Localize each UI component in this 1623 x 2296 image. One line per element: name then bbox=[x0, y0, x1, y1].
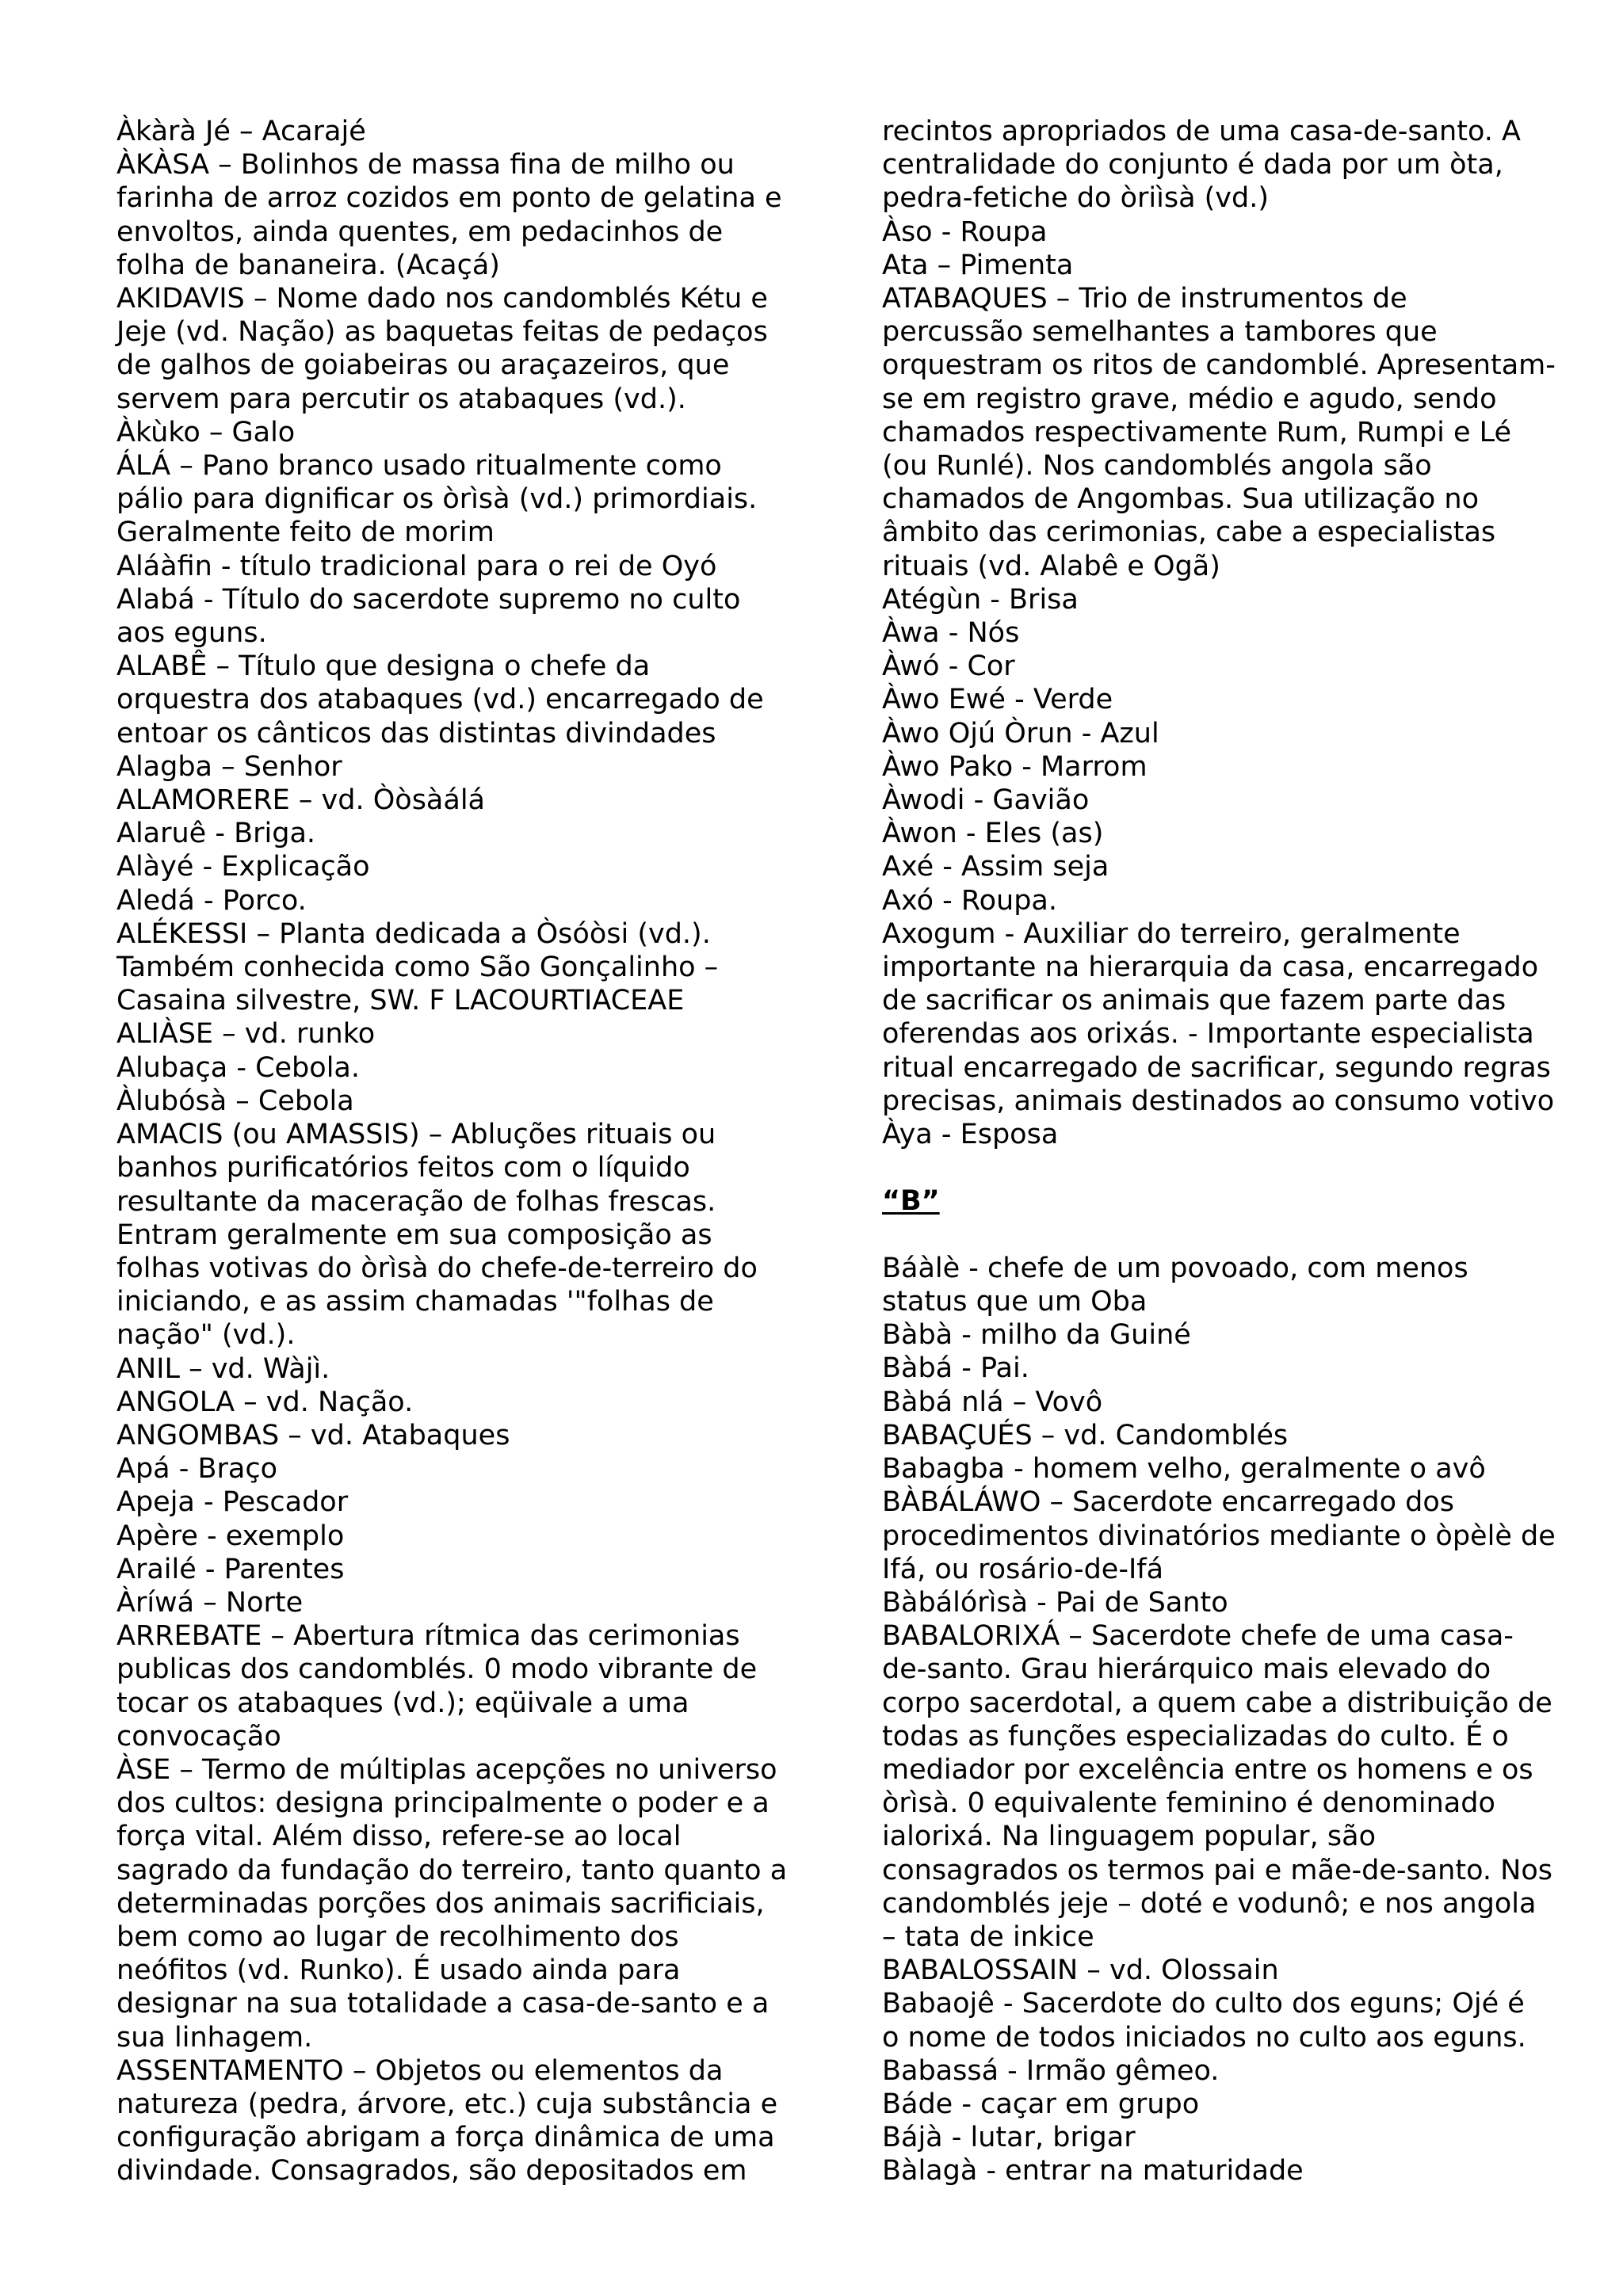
glossary-entry: Alabá - Título do sacerdote supremo no culto aos eguns. bbox=[116, 583, 741, 650]
glossary-entry: ASSENTAMENTO – Objetos ou elementos da natureza (pedra, árvore, etc.) cuja substância e configuração abrigam a força dinâmica de uma divindade. Consagrados, são depositados em bbox=[116, 2054, 778, 2187]
section-gap bbox=[882, 1151, 1564, 1184]
glossary-entry: ALABÊ – Título que designa o chefe da orquestra dos atabaques (vd.) encarregado de entoar os cânticos das distintas divindades bbox=[116, 650, 764, 749]
glossary-entry: ÁLÁ – Pano branco usado ritualmente como pálio para dignificar os òrìsà (vd.) primordiais. Geralmente feito de morim bbox=[116, 450, 758, 549]
glossary-entry: Bàlagà - entrar na maturidade bbox=[882, 2155, 1304, 2187]
glossary-entry: Arailé - Parentes bbox=[116, 1553, 345, 1585]
glossary-entry: Apeja - Pescador bbox=[116, 1486, 349, 1519]
glossary-entry: Axogum - Auxiliar do terreiro, geralmente importante na hierarquia da casa, encarregado de sacrificar os animais que fazem parte das oferendas aos orixás. - Importante especialista ritual encarregado de sacrificar, segundo regras precisas, animais destinados ao consumo votivo bbox=[882, 917, 1555, 1117]
glossary-entry: Alàyé - Explicação bbox=[116, 851, 370, 883]
glossary-entry: Àwo Ojú Òrun - Azul bbox=[882, 717, 1159, 749]
glossary-entry: ANGOLA – vd. Nação. bbox=[116, 1386, 414, 1418]
glossary-entry: Babagba - homem velho, geralmente o avô bbox=[882, 1453, 1486, 1486]
right-column-entries-a bbox=[882, 115, 1564, 1151]
glossary-entry: Ata – Pimenta bbox=[882, 249, 1074, 281]
glossary-entry: Àwa - Nós bbox=[882, 617, 1020, 650]
glossary-entry: AMACIS (ou AMASSIS) – Abluções rituais ou banhos purificatórios feitos com o líquido resultante da maceração de folhas frescas. Entram geralmente em sua composição as folhas votivas do òrìsà do chefe-de-terreiro do iniciando, e as assim chamadas '"folhas de nação" (vd.). bbox=[116, 1119, 758, 1352]
glossary-entry: Apá - Braço bbox=[116, 1453, 277, 1486]
glossary-entry: Bájà - lutar, brigar bbox=[882, 2122, 1136, 2154]
glossary-entry: Àlubósà – Cebola bbox=[116, 1085, 354, 1117]
glossary-entry: Àso - Roupa bbox=[882, 215, 1048, 248]
glossary-entry: ALAMORERE – vd. Òòsàálá bbox=[116, 784, 485, 817]
glossary-entry: Axó - Roupa. bbox=[882, 884, 1058, 917]
glossary-entry: Aláàfin - título tradicional para o rei de Oyó bbox=[116, 550, 717, 582]
glossary-entry: BÀBÁLÁWO – Sacerdote encarregado dos procedimentos divinatórios mediante o òpèlè de Ifá, ou rosário-de-Ifá bbox=[882, 1486, 1556, 1585]
glossary-entry: AKIDAVIS – Nome dado nos candomblés Kétu e Jeje (vd. Nação) as baquetas feitas de pedaços de galhos de goiabeiras ou araçazeiros, que servem para percutir os atabaques (vd.). bbox=[116, 283, 768, 415]
glossary-entry: Àwodi - Gavião bbox=[882, 784, 1090, 817]
glossary-entry: ANIL – vd. Wàjì. bbox=[116, 1352, 330, 1385]
glossary-entry: Alagba – Senhor bbox=[116, 750, 342, 783]
glossary-entry: Bàbá nlá – Vovô bbox=[882, 1386, 1103, 1418]
glossary-entry: Àya - Esposa bbox=[882, 1119, 1059, 1151]
glossary-entry: BABALORIXÁ – Sacerdote chefe de uma casa- de-santo. Grau hierárquico mais elevado do corpo sacerdotal, a quem cabe a distribuição de todas as funções especializadas do culto. É o mediador por excelência entre os homens e os òrìsà. 0 equivalente feminino é denominado ialorixá. Na linguagem popular, são consagrados os termos pai e mãe-de-santo. Nos candomblés jeje – doté e vodunô; e nos angola – tata de inkice bbox=[882, 1620, 1552, 1953]
glossary-entry: Bàbá - Pai. bbox=[882, 1352, 1029, 1385]
glossary-entry: BABALOSSAIN – vd. Olossain bbox=[882, 1955, 1279, 1987]
glossary-entry: ÀSE – Termo de múltiplas acepções no universo dos cultos: designa principalmente o poder e a força vital. Além disso, refere-se ao local sagrado da fundação do terreiro, tanto quanto a determinadas porções dos animais sacrificiais, bem como ao lugar de recolhimento dos neófitos (vd. Runko). É usado ainda para designar na sua totalidade a casa-de-santo e a sua linhagem. bbox=[116, 1753, 788, 2054]
glossary-entry: Bàbà - milho da Guiné bbox=[882, 1319, 1191, 1352]
glossary-entry: Àríwá – Norte bbox=[116, 1586, 304, 1619]
glossary-entry: ATABAQUES – Trio de instrumentos de percussão semelhantes a tambores que orquestram os ritos de candomblé. Apresentam- se em registro grave, médio e agudo, sendo chamados respectivamente Rum, Rumpi e Lé (ou Runlé). Nos candomblés angola são chamados de Angombas. Sua utilização no âmbito das cerimonias, cabe a especialistas rituais (vd. Alabê e Ogã) bbox=[882, 283, 1556, 582]
right-column bbox=[882, 115, 1564, 2188]
section-gap bbox=[882, 1219, 1564, 1252]
section-heading-b: “B” bbox=[882, 1185, 940, 1218]
glossary-entry: ALIÀSE – vd. runko bbox=[116, 1018, 376, 1051]
glossary-entry: Aledá - Porco. bbox=[116, 884, 307, 917]
glossary-entry: Àwo Ewé - Verde bbox=[882, 684, 1113, 716]
glossary-entry: Báde - caçar em grupo bbox=[882, 2088, 1200, 2120]
glossary-entry: BABAÇUÉS – vd. Candomblés bbox=[882, 1419, 1289, 1451]
glossary-entry: Àwó - Cor bbox=[882, 650, 1015, 683]
right-column-entries-b bbox=[882, 1252, 1564, 2188]
left-column bbox=[116, 115, 794, 2188]
glossary-entry: ALÉKESSI – Planta dedicada a Òsóòsi (vd.). Também conhecida como São Gonçalinho – Casaina silvestre, SW. F LACOURTIACEAE bbox=[116, 917, 719, 1017]
glossary-entry: ÀKÀSA – Bolinhos de massa fina de milho ou farinha de arroz cozidos em ponto de gelatina e envoltos, ainda quentes, em pedacinhos de folha de bananeira. (Acaçá) bbox=[116, 149, 782, 281]
glossary-entry: ARREBATE – Abertura rítmica das cerimonias publicas dos candomblés. 0 modo vibrante de tocar os atabaques (vd.); eqüivale a uma convocação bbox=[116, 1620, 758, 1753]
glossary-entry: Àwo Pako - Marrom bbox=[882, 750, 1148, 783]
glossary-entry: Bàbálórìsà - Pai de Santo bbox=[882, 1586, 1228, 1619]
glossary-entry: ANGOMBAS – vd. Atabaques bbox=[116, 1419, 510, 1451]
glossary-entry: Babassá - Irmão gêmeo. bbox=[882, 2054, 1220, 2087]
glossary-entry: Àkùko – Galo bbox=[116, 416, 296, 448]
glossary-entry: Atégùn - Brisa bbox=[882, 583, 1079, 616]
glossary-entry: Apère - exemplo bbox=[116, 1520, 345, 1552]
glossary-entry: Báàlè - chefe de um povoado, com menos status que um Oba bbox=[882, 1252, 1468, 1318]
glossary-entry: Alubaça - Cebola. bbox=[116, 1051, 360, 1084]
glossary-entry: Axé - Assim seja bbox=[882, 851, 1109, 883]
glossary-entry: Àkàrà Jé – Acarajé bbox=[116, 116, 366, 147]
glossary-entry: Alaruê - Briga. bbox=[116, 818, 316, 850]
glossary-entry: recintos apropriados de uma casa-de-santo. A centralidade do conjunto é dada por um òta, pedra-fetiche do òriìsà (vd.) bbox=[882, 116, 1521, 215]
glossary-entry: Babaojê - Sacerdote do culto dos eguns; Ojé é o nome de todos iniciados no culto aos eguns. bbox=[882, 1988, 1526, 2054]
glossary-entry: Àwon - Eles (as) bbox=[882, 818, 1104, 850]
